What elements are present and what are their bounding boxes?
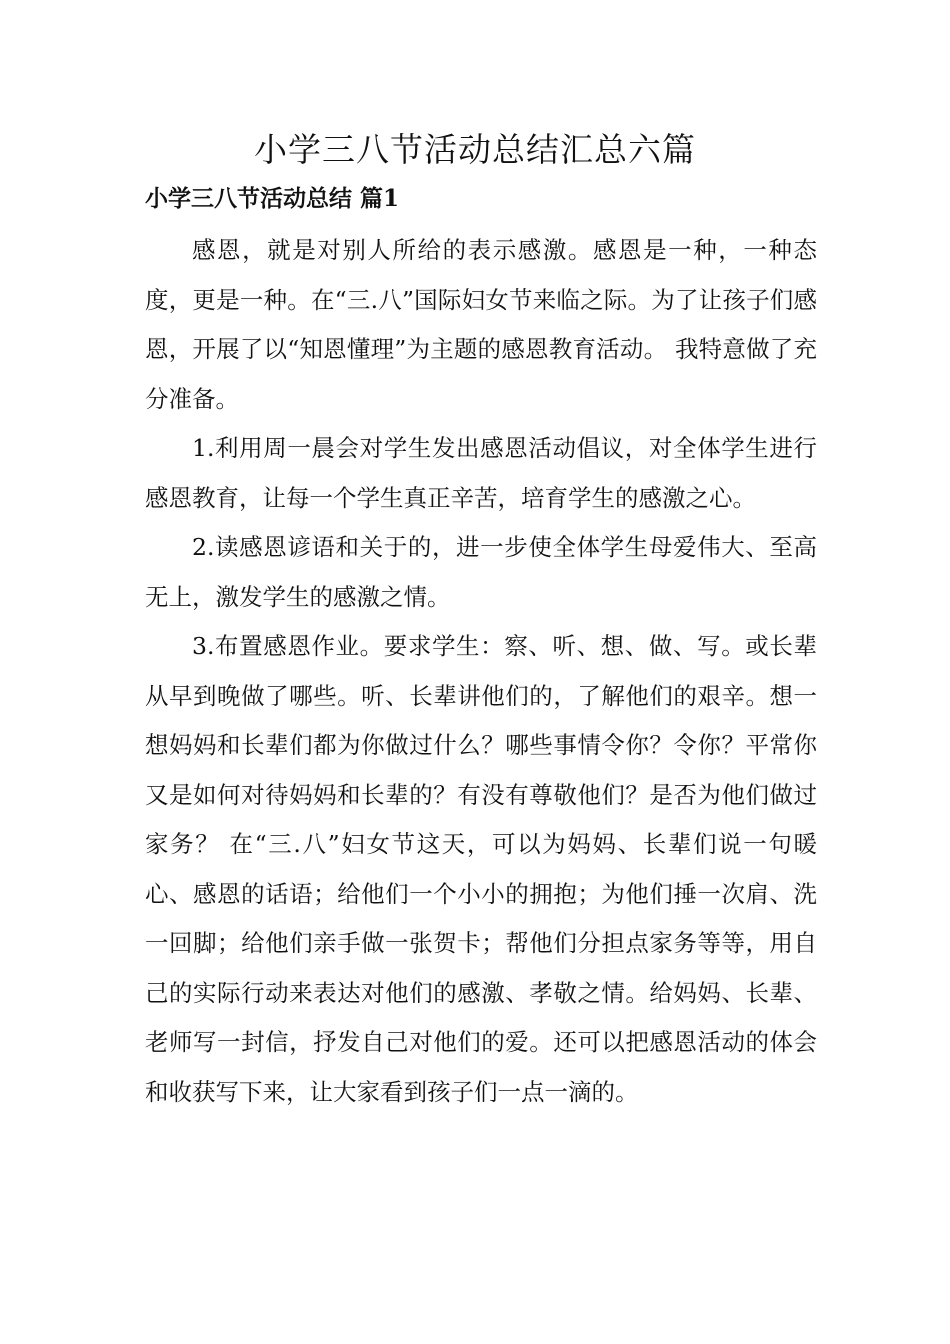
document-title: 小学三八节活动总结汇总六篇 xyxy=(254,130,696,169)
document-body xyxy=(145,226,817,1117)
paragraph-item-2: 2.读感恩谚语和关于的，进一步使全体学生母爱伟大、至高无上，激发学生的感激之情。 xyxy=(145,533,817,611)
paragraph-intro: 感恩，就是对别人所给的表示感激。感恩是一种，一种态度，更是一种。在“三.八”国际妇女节来临之际。为了让孩子们感恩，开展了以“知恩懂理”为主题的感恩教育活动。 我特意做了充分准备。 xyxy=(145,236,817,413)
section-heading: 小学三八节活动总结 篇1 xyxy=(145,185,400,212)
paragraph-item-3: 3.布置感恩作业。要求学生：察、听、想、做、写。或长辈从早到晚做了哪些。听、长辈讲他们的，了解他们的艰辛。想一想妈妈和长辈们都为你做过什么？哪些事情令你？令你？平常你又是如何对待妈妈和长辈的？有没有尊敬他们？是否为他们做过家务？ 在“三.八”妇女节这天，可以为妈妈、长辈们说一句暖心、感恩的话语；给他们一个小小的拥抱；为他们捶一次肩、洗一回脚；给他们亲手做一张贺卡；帮他们分担点家务等等，用自己的实际行动来表达对他们的感激、孝敬之情。给妈妈、长辈、老师写一封信，抒发自己对他们的爱。还可以把感恩活动的体会和收获写下来，让大家看到孩子们一点一滴的。 xyxy=(145,632,817,1106)
paragraph-item-1: 1.利用周一晨会对学生发出感恩活动倡议，对全体学生进行感恩教育，让每一个学生真正辛苦，培育学生的感激之心。 xyxy=(145,434,817,512)
